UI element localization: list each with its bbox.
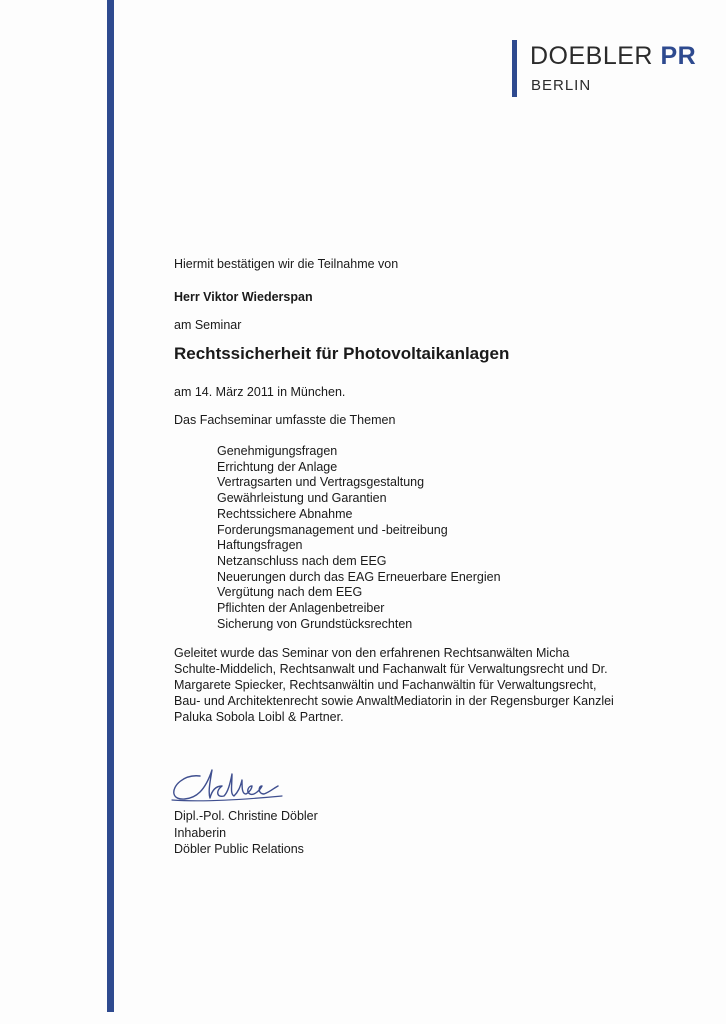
- signatory-company: Döbler Public Relations: [174, 842, 304, 856]
- signatory-name: Dipl.-Pol. Christine Döbler: [174, 809, 318, 823]
- signatory-block: [174, 808, 318, 858]
- signatory-role: Inhaberin: [174, 825, 227, 840]
- intro-line: Hiermit bestätigen wir die Teilnahme von: [174, 257, 399, 271]
- topic-item: Neuerungen durch das EAG Erneuerbare Energien: [217, 569, 501, 584]
- handwritten-signature: [170, 756, 290, 814]
- topics-intro: Das Fachseminar umfasste die Themen: [174, 413, 396, 427]
- closing-line: Schulte-Middelich, Rechtsanwalt und Fachanwalt für Verwaltungsrecht und Dr.: [174, 662, 608, 676]
- topic-item: Sicherung von Grundstücksrechten: [217, 616, 413, 631]
- closing-paragraph: [174, 645, 694, 725]
- company-logo: [512, 40, 717, 98]
- topic-item: Haftungsfragen: [217, 538, 303, 553]
- topic-item: Vertragsarten und Vertragsgestaltung: [217, 475, 425, 490]
- closing-line: Paluka Sobola Loibl & Partner.: [174, 710, 344, 724]
- topic-item: Netzanschluss nach dem EEG: [217, 553, 387, 568]
- topic-item: Rechtssichere Abnahme: [217, 506, 353, 521]
- date-place: am 14. März 2011 in München.: [174, 385, 346, 399]
- topics-list: [217, 444, 501, 632]
- left-margin-rule: [107, 0, 114, 1012]
- topic-item: Vergütung nach dem EEG: [217, 585, 363, 600]
- topic-item: Forderungsmanagement und -beitreibung: [217, 522, 448, 537]
- topic-item: Pflichten der Anlagenbetreiber: [217, 601, 385, 616]
- closing-line: Bau- und Architektenrecht sowie AnwaltMediatorin in der Regensburger Kanzlei: [174, 694, 614, 708]
- closing-line: Geleitet wurde das Seminar von den erfahrenen Rechtsanwälten Micha: [174, 646, 570, 660]
- logo-suffix: PR: [660, 42, 697, 70]
- signature-stroke: [174, 770, 278, 799]
- seminar-title: Rechtssicherheit für Photovoltaikanlagen: [174, 344, 510, 363]
- seminar-label: am Seminar: [174, 318, 242, 332]
- logo-name-text: DOEBLER: [530, 42, 653, 70]
- topic-item: Genehmigungsfragen: [217, 444, 338, 458]
- closing-line: Margarete Spiecker, Rechtsanwältin und Fachanwältin für Verwaltungsrecht,: [174, 678, 597, 692]
- participant-name: Herr Viktor Wiederspan: [174, 290, 313, 304]
- logo-name: [530, 42, 696, 71]
- topic-item: Errichtung der Anlage: [217, 459, 338, 474]
- logo-bar: [512, 40, 517, 97]
- topic-item: Gewährleistung und Garantien: [217, 491, 387, 506]
- logo-city: BERLIN: [531, 77, 592, 94]
